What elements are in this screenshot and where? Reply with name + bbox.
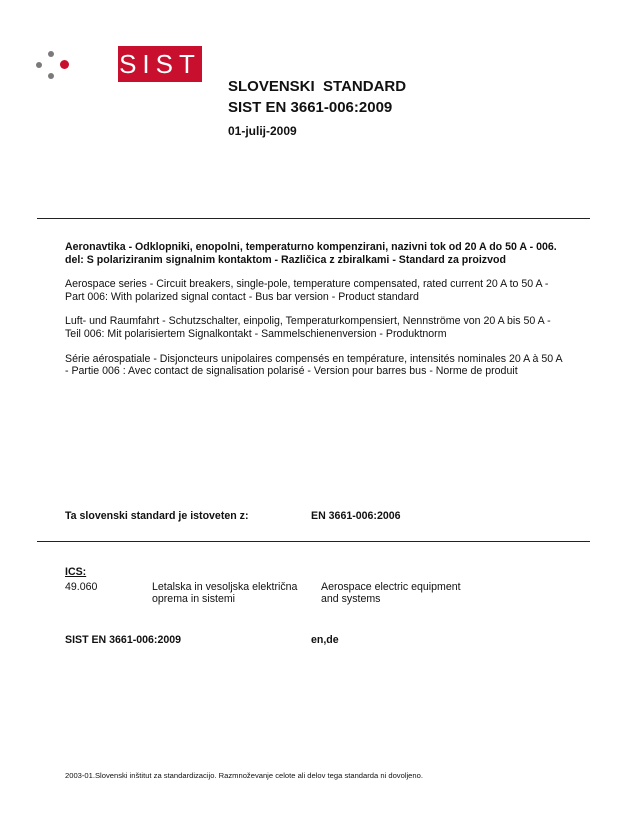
standard-label: SLOVENSKI STANDARD (228, 78, 407, 95)
copyright-footer: 2003-01.Slovenski inštitut za standardizacijo. Razmnoževanje celote ali delov tega standarda ni dovoljeno. (65, 771, 423, 780)
title-german: Luft- und Raumfahrt - Schutzschalter, einpolig, Temperaturkompensiert, Nennströme von 20 A bis 50 A - Teil 006: Mit polarisiertem Signalkontakt - Sammelschienenversion - Produktnorm (65, 315, 551, 340)
logo-dot-icon (60, 60, 69, 69)
title-slovenian: Aeronavtika - Odklopniki, enopolni, temperaturno kompenzirani, nazivni tok od 20 A do 50 A - 006. del: S polariziranim signalnim kontaktom - Različica z zbiralkami - Standard za proizvod (65, 241, 557, 266)
designation-languages: en,de (311, 634, 339, 646)
designation-line (65, 634, 465, 648)
ics-code: 49.060 (65, 580, 98, 593)
ics-description-sl: Letalska in vesoljska električna oprema in sistemi (152, 580, 298, 606)
divider-bottom (37, 541, 590, 542)
document-header (228, 76, 406, 138)
logo-dot-icon (48, 51, 54, 57)
ics-description-en: Aerospace electric equipment and systems (321, 580, 461, 606)
designation-code: SIST EN 3661-006:2009 (65, 634, 182, 646)
logo-dot-icon (36, 62, 42, 68)
title-french: Série aérospatiale - Disjoncteurs unipolaires compensés en température, intensités nominales 20 A à 50 A - Partie 006 : Avec contact de signalisation polarisé - Version pour barres bus - Norme de produit (65, 352, 563, 378)
standard-titles (65, 241, 565, 390)
logo-dot-icon (48, 73, 54, 79)
divider-top (37, 218, 590, 219)
equivalence-value: EN 3661-006:2006 (311, 510, 401, 522)
logo-wordmark: SIST (118, 46, 202, 82)
publication-date: 01-julij-2009 (228, 124, 297, 138)
ics-heading: ICS: (65, 566, 87, 578)
ics-section (65, 566, 525, 607)
equivalence-label: Ta slovenski standard je istoveten z: (65, 510, 249, 522)
ics-row (65, 581, 525, 607)
sist-logo (36, 46, 201, 86)
standard-number: SIST EN 3661-006:2009 (228, 99, 393, 116)
title-english: Aerospace series - Circuit breakers, single-pole, temperature compensated, rated current 20 A to 50 A - Part 006: With polarized signal contact - Bus bar version - Product standard (65, 278, 549, 303)
